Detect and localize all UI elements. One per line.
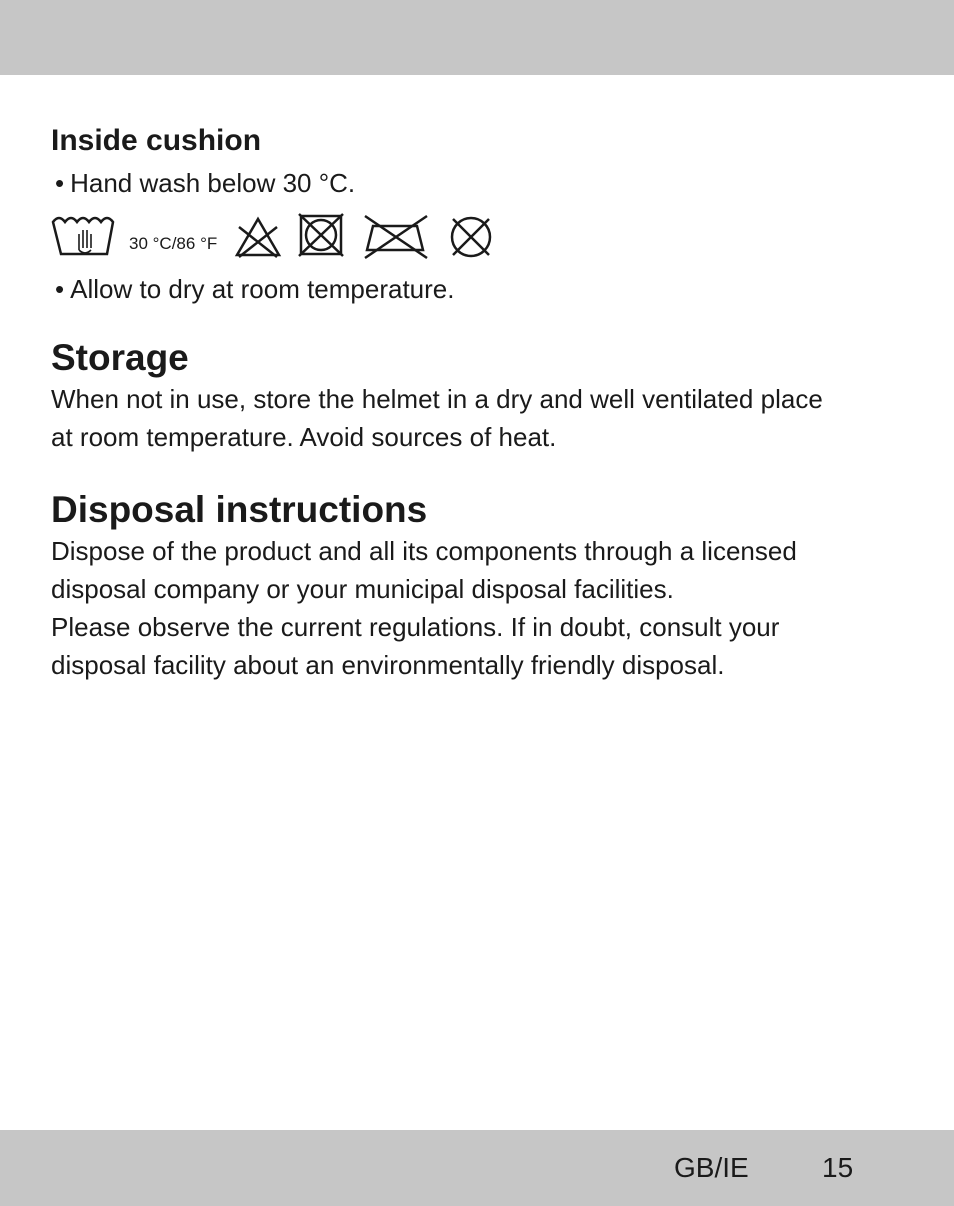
header-band xyxy=(0,0,954,75)
inside-cushion-heading: Inside cushion xyxy=(51,124,262,157)
storage-line-2: at room temperature. Avoid sources of heat. xyxy=(51,422,557,452)
do-not-tumble-dry-icon xyxy=(297,212,347,262)
hand-wash-bullet xyxy=(55,166,901,200)
page-content xyxy=(51,122,901,684)
page-number: 15 xyxy=(822,1152,854,1183)
disposal-line-1: Dispose of the product and all its components through a licensed xyxy=(51,536,797,566)
disposal-line-2: disposal company or your municipal disposal facilities. xyxy=(51,574,674,604)
hand-wash-icon xyxy=(51,214,119,260)
care-symbols-row xyxy=(51,208,901,266)
storage-heading: Storage xyxy=(51,337,189,378)
footer-language: GB/IE xyxy=(674,1152,749,1183)
do-not-dry-clean-icon xyxy=(445,213,497,261)
dry-text: Allow to dry at room temperature. xyxy=(70,274,455,304)
hand-wash-text: Hand wash below 30 °C. xyxy=(70,168,356,198)
footer-band xyxy=(0,1130,954,1206)
dry-bullet xyxy=(55,272,901,306)
disposal-line-4: disposal facility about an environmentally friendly disposal. xyxy=(51,650,725,680)
wash-temperature: 30 °C/86 °F xyxy=(129,234,218,253)
do-not-iron-icon xyxy=(361,212,431,262)
disposal-heading: Disposal instructions xyxy=(51,489,428,530)
do-not-bleach-icon xyxy=(233,213,283,261)
disposal-line-3: Please observe the current regulations. If in doubt, consult your xyxy=(51,612,780,642)
storage-line-1: When not in use, store the helmet in a dry and well ventilated place xyxy=(51,384,823,414)
